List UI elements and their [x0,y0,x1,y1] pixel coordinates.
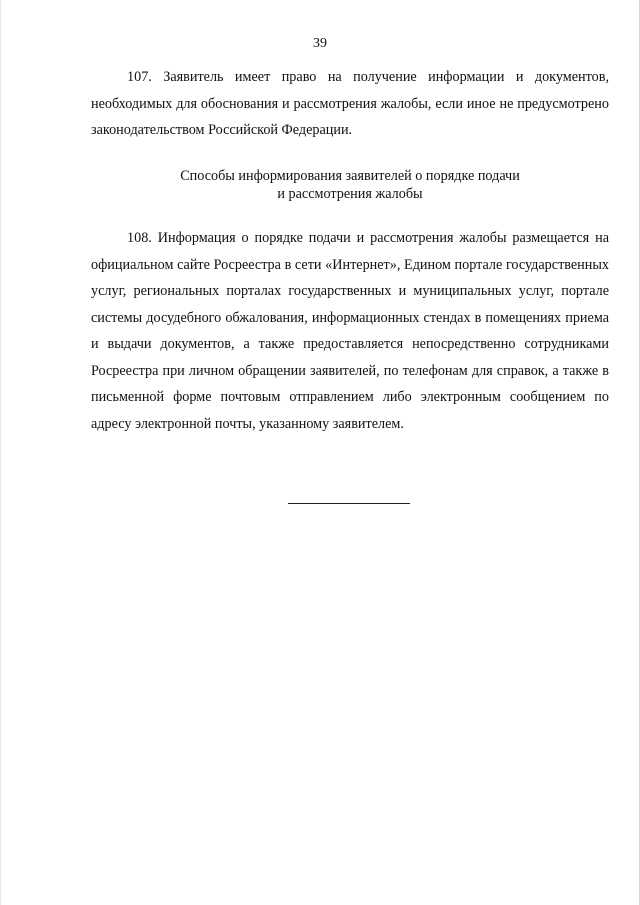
section-heading-line-1: Способы информирования заявителей о порядке подачи [180,168,520,184]
section-heading-line-2: и рассмотрения жалобы [277,185,423,202]
end-divider-line [288,503,410,504]
paragraph-108: 108. Информация о порядке подачи и рассмотрения жалобы размещается на официальном сайте Росреестра в сети «Интернет», Едином портале государственных услуг, региональных порталах государственных и муниципальных услуг, портале системы досудебного обжалования, информационных стендах в помещениях приема и выдачи документов, а также предоставляется непосредственно сотрудниками Росреестра при личном обращении заявителей, по телефонам для справок, а также в письменной форме почтовым отправлением либо электронным сообщением по адресу электронной почты, указанному заявителем. [91,230,609,432]
paragraph-107: 107. Заявитель имеет право на получение информации и документов, необходимых для обоснования и рассмотрения жалобы, если иное не предусмотрено законодательством Российской Федерации. [91,69,609,138]
page-number: 39 [313,36,327,51]
section-heading [91,168,609,203]
